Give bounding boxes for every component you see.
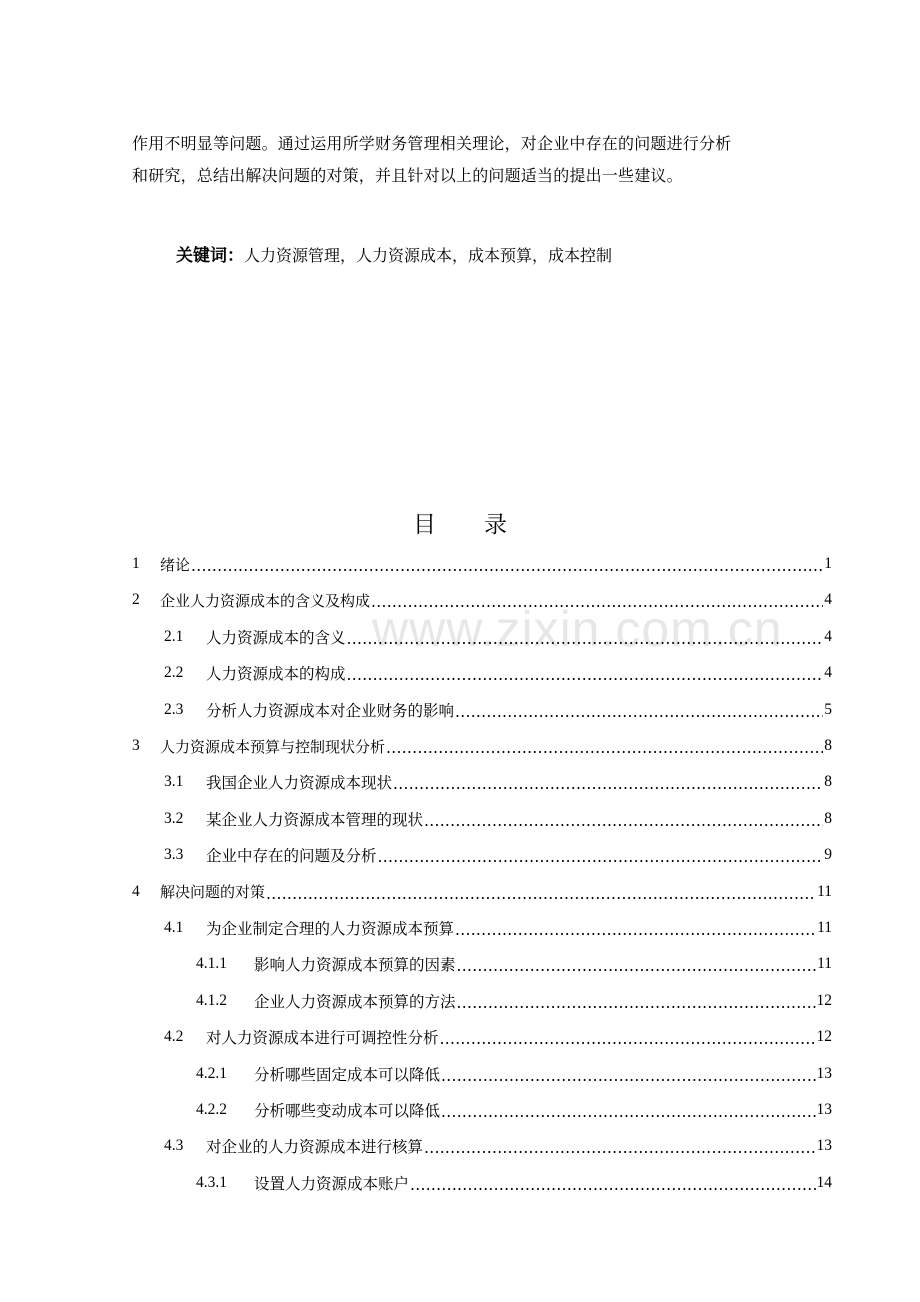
toc-entry[interactable] xyxy=(164,910,832,946)
keywords-line xyxy=(176,242,612,270)
toc-entry-page: 11 xyxy=(817,882,832,900)
toc-entry-page: 13 xyxy=(816,1064,832,1082)
toc-entry[interactable] xyxy=(196,1092,832,1128)
toc-entry-page: 13 xyxy=(816,1137,832,1155)
toc-entry-title: 我国企业人力资源成本现状 xyxy=(206,774,393,793)
toc-entry[interactable] xyxy=(196,1165,832,1201)
abstract-line: 和研究，总结出解决问题的对策，并且针对以上的问题适当的提出一些建议。 xyxy=(132,166,683,185)
toc-entry[interactable] xyxy=(132,546,832,582)
toc-entry[interactable] xyxy=(164,764,832,800)
toc-entry[interactable] xyxy=(164,1019,832,1055)
toc-entry-page: 12 xyxy=(816,1028,832,1046)
toc-entry-title: 解决问题的对策 xyxy=(160,883,266,902)
toc-entry-number: 4.2 xyxy=(164,1028,184,1046)
toc-entry-number: 2.1 xyxy=(164,627,184,645)
toc-dot-leader xyxy=(455,921,816,939)
toc-entry-number: 3 xyxy=(132,737,140,754)
toc-dot-leader xyxy=(410,1176,815,1194)
toc-entry-page: 9 xyxy=(824,846,832,864)
toc-dot-leader xyxy=(378,848,824,866)
toc-entry-title: 分析哪些固定成本可以降低 xyxy=(254,1065,441,1084)
toc-entry-page: 8 xyxy=(824,737,832,754)
toc-dot-leader xyxy=(455,703,823,721)
toc-dot-leader xyxy=(440,1030,816,1048)
abstract-line: 作用不明显等问题。通过运用所学财务管理相关理论，对企业中存在的问题进行分析 xyxy=(132,134,732,153)
toc-entry-page: 11 xyxy=(817,919,832,936)
toc-entry-number: 1 xyxy=(132,555,140,572)
toc-entry-number: 2.3 xyxy=(164,700,184,718)
toc-entry-number: 2.2 xyxy=(164,664,184,682)
toc-entry-title: 为企业制定合理的人力资源成本预算 xyxy=(206,920,455,938)
toc-entry-number: 3.2 xyxy=(164,809,184,827)
toc-entry-number: 3.3 xyxy=(164,846,184,864)
toc-entry-title: 人力资源成本的含义 xyxy=(206,628,346,647)
toc-entry-title: 企业人力资源成本的含义及构成 xyxy=(160,591,371,610)
toc-entry-number: 4.3 xyxy=(164,1137,184,1155)
toc-dot-leader xyxy=(424,1139,815,1157)
toc-entry[interactable] xyxy=(132,582,832,618)
toc-entry-title: 设置人力资源成本账户 xyxy=(254,1174,410,1193)
toc-entry-number: 4.2.1 xyxy=(196,1064,227,1082)
toc-entry-page: 11 xyxy=(817,955,832,973)
toc-entry-title: 对企业的人力资源成本进行核算 xyxy=(206,1138,424,1157)
toc-entry-title: 绪论 xyxy=(160,555,191,574)
toc-entry-number: 4.3.1 xyxy=(196,1173,227,1191)
toc-entry-page: 12 xyxy=(816,991,832,1009)
toc-entry-title: 企业中存在的问题及分析 xyxy=(206,847,377,866)
toc-entry[interactable] xyxy=(164,655,832,691)
toc-entry-page: 4 xyxy=(824,591,832,609)
toc-dot-leader xyxy=(424,812,823,830)
toc-entry-title: 分析哪些变动成本可以降低 xyxy=(254,1102,441,1120)
toc-dot-leader xyxy=(457,994,816,1012)
toc-entry-page: 8 xyxy=(824,773,832,791)
toc-entry-title: 影响人力资源成本预算的因素 xyxy=(254,956,456,975)
keywords-text: 人力资源管理，人力资源成本，成本预算，成本控制 xyxy=(244,246,613,265)
toc-entry-title: 某企业人力资源成本管理的现状 xyxy=(206,810,424,829)
toc-entry-number: 4.1.1 xyxy=(196,955,227,973)
toc-dot-leader xyxy=(191,557,823,575)
toc-dot-leader xyxy=(371,593,823,611)
toc-entry-title: 人力资源成本预算与控制现状分析 xyxy=(160,737,386,756)
toc-entry-number: 3.1 xyxy=(164,773,184,791)
toc-entry[interactable] xyxy=(132,874,832,910)
keywords-label: 关键词： xyxy=(176,246,244,266)
toc-entry-page: 1 xyxy=(824,555,832,572)
toc-entry-title: 人力资源成本的构成 xyxy=(206,665,346,684)
toc-entry-number: 4.1 xyxy=(164,919,184,936)
toc-entry[interactable] xyxy=(196,946,832,982)
toc-entry[interactable] xyxy=(164,801,832,837)
watermark: www.zixin.com.cn xyxy=(372,601,783,657)
toc-entry[interactable] xyxy=(132,728,832,764)
toc-entry[interactable] xyxy=(196,1056,832,1092)
toc-entry-page: 14 xyxy=(816,1173,832,1191)
toc-dot-leader xyxy=(266,885,816,903)
toc-dot-leader xyxy=(441,1103,815,1121)
toc-entry-number: 2 xyxy=(132,591,140,609)
toc-entry-page: 4 xyxy=(824,664,832,682)
toc-dot-leader xyxy=(386,739,823,757)
toc-entry-number: 4 xyxy=(132,882,140,900)
toc-dot-leader xyxy=(441,1067,815,1085)
toc-entry[interactable] xyxy=(164,692,832,728)
toc-dot-leader xyxy=(393,775,823,793)
toc-entry[interactable] xyxy=(164,837,832,873)
toc-dot-leader xyxy=(347,630,824,648)
toc-entry-title: 分析人力资源成本对企业财务的影响 xyxy=(206,701,455,720)
toc-entry-page: 8 xyxy=(824,809,832,827)
toc-dot-leader xyxy=(457,957,817,975)
toc-entry-number: 4.1.2 xyxy=(196,991,227,1009)
toc-dot-leader xyxy=(347,666,824,684)
toc-entry-page: 13 xyxy=(816,1101,832,1118)
toc-entry-title: 对人力资源成本进行可调控性分析 xyxy=(206,1029,439,1048)
toc-entry[interactable] xyxy=(196,983,832,1019)
toc-entry-title: 企业人力资源成本预算的方法 xyxy=(254,992,456,1011)
toc-entry[interactable] xyxy=(164,1128,832,1164)
toc-entry-page: 5 xyxy=(824,700,832,718)
toc-entry[interactable] xyxy=(164,619,832,655)
toc-entry-page: 4 xyxy=(824,627,832,645)
abstract-paragraph xyxy=(132,128,822,192)
toc-entry-number: 4.2.2 xyxy=(196,1101,227,1118)
toc-title: 目录 xyxy=(413,512,555,538)
